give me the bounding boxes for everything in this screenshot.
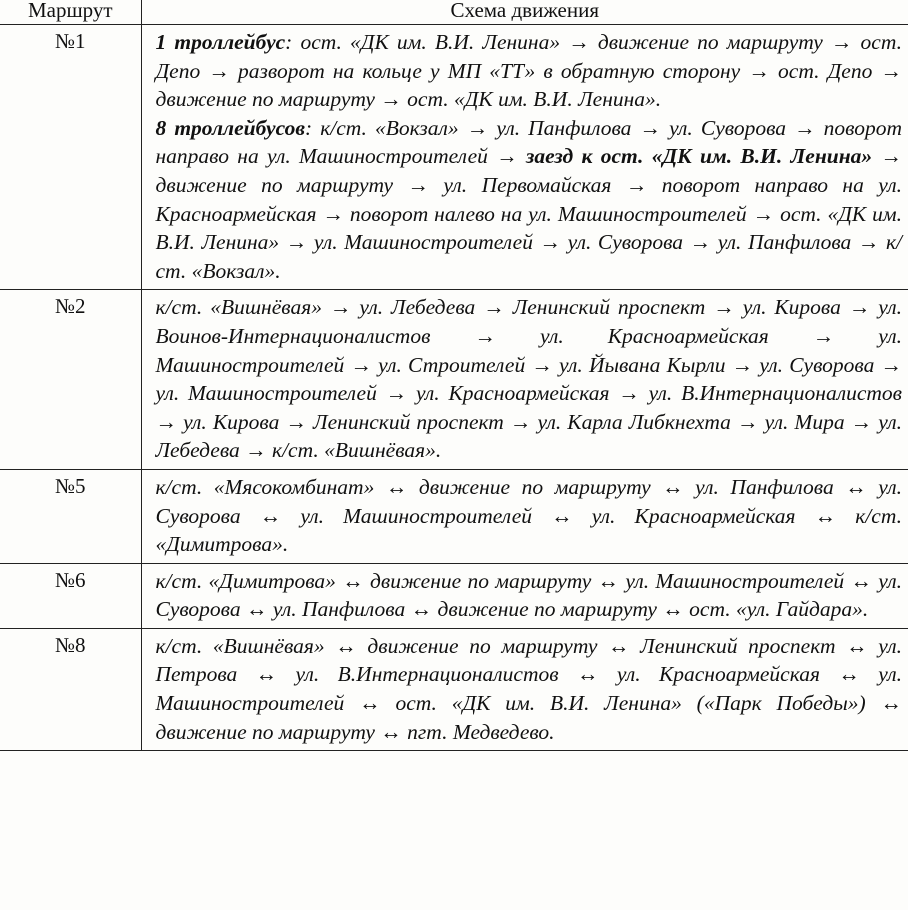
route-number: №2 xyxy=(0,290,141,470)
scheme-paragraph xyxy=(156,28,903,114)
scheme-paragraph xyxy=(156,473,903,559)
route-scheme xyxy=(141,469,908,563)
scheme-text: к/ст. «Димитрова» ↔ движение по маршруту ↔ ул. Машиностроителей ↔ ул. Суворова ↔ ул. Панфилова ↔ движение по маршруту ↔ ост. «ул. Гайдара». xyxy=(155,568,902,622)
route-number: №6 xyxy=(0,563,141,628)
scheme-paragraph xyxy=(156,632,903,746)
header-scheme: Схема движения xyxy=(141,0,908,25)
scheme-text: к/ст. «Вишнёвая» ↔ движение по маршруту ↔ Ленинский проспект ↔ ул. Петрова ↔ ул. В.Интернационалистов ↔ ул. Красноармейская ↔ ул. Машиностроителей ↔ ост. «ДК им. В.И. Ленина» («Парк Победы») ↔ движение по маршруту ↔ пгт. Медведево. xyxy=(155,633,902,744)
table-row xyxy=(0,563,908,628)
route-number: №5 xyxy=(0,469,141,563)
scheme-text: : ост. «ДК им. В.И. Ленина» → движение по маршруту → ост. Депо → разворот на кольце у МП «ТТ» в обратную сторону → ост. Депо → движение по маршруту → ост. «ДК им. В.И. Ленина». xyxy=(155,30,902,112)
scheme-text: к/ст. «Мясокомбинат» ↔ движение по маршруту ↔ ул. Панфилова ↔ ул. Суворова ↔ ул. Машиностроителей ↔ ул. Красноармейская ↔ к/ст. «Димитрова». xyxy=(155,474,902,557)
route-scheme xyxy=(141,25,908,290)
route-number: №8 xyxy=(0,628,141,750)
table-row xyxy=(0,25,908,290)
table-row xyxy=(0,290,908,470)
scheme-emphasis: заезд к ост. «ДК им. В.И. Ленина» xyxy=(526,144,873,169)
route-scheme xyxy=(141,563,908,628)
scheme-emphasis: 1 троллейбус xyxy=(155,30,286,54)
table-row xyxy=(0,469,908,563)
header-route: Маршрут xyxy=(0,0,141,25)
scheme-text: : к/ст. «Вокзал» → ул. Панфилова → ул. Суворова → поворот направо на ул. Машиностроителей → xyxy=(155,115,902,169)
scheme-text: → движение по маршруту → ул. Первомайская → поворот направо на ул. Красноармейская → поворот налево на ул. Машиностроителей → ост. «ДК им. В.И. Ленина» → ул. Машиностроителей → ул. Суворова → ул. Панфилова → к/ст. «Вокзал». xyxy=(155,144,903,283)
route-scheme xyxy=(141,628,908,750)
scheme-emphasis: 8 троллейбусов xyxy=(155,115,305,140)
route-number: №1 xyxy=(0,25,141,290)
scheme-text: к/ст. «Вишнёвая» → ул. Лебедева → Ленинский проспект → ул. Кирова → ул. Воинов-Интернационалистов → ул. Красноармейская → ул. Машиностроителей → ул. Строителей → ул. Йывана Кырли → ул. Суворова → ул. Машиностроителей → ул. Красноармейская → ул. В.Интернационалистов → ул. Кирова → Ленинский проспект → ул. Карла Либкнехта → ул. Мира → ул. Лебедева → к/ст. «Вишнёвая». xyxy=(155,295,902,463)
table-row xyxy=(0,628,908,750)
scheme-paragraph xyxy=(156,114,903,286)
route-scheme xyxy=(141,290,908,470)
scheme-paragraph xyxy=(156,293,903,465)
scheme-paragraph xyxy=(156,567,903,624)
header-row xyxy=(0,0,908,25)
